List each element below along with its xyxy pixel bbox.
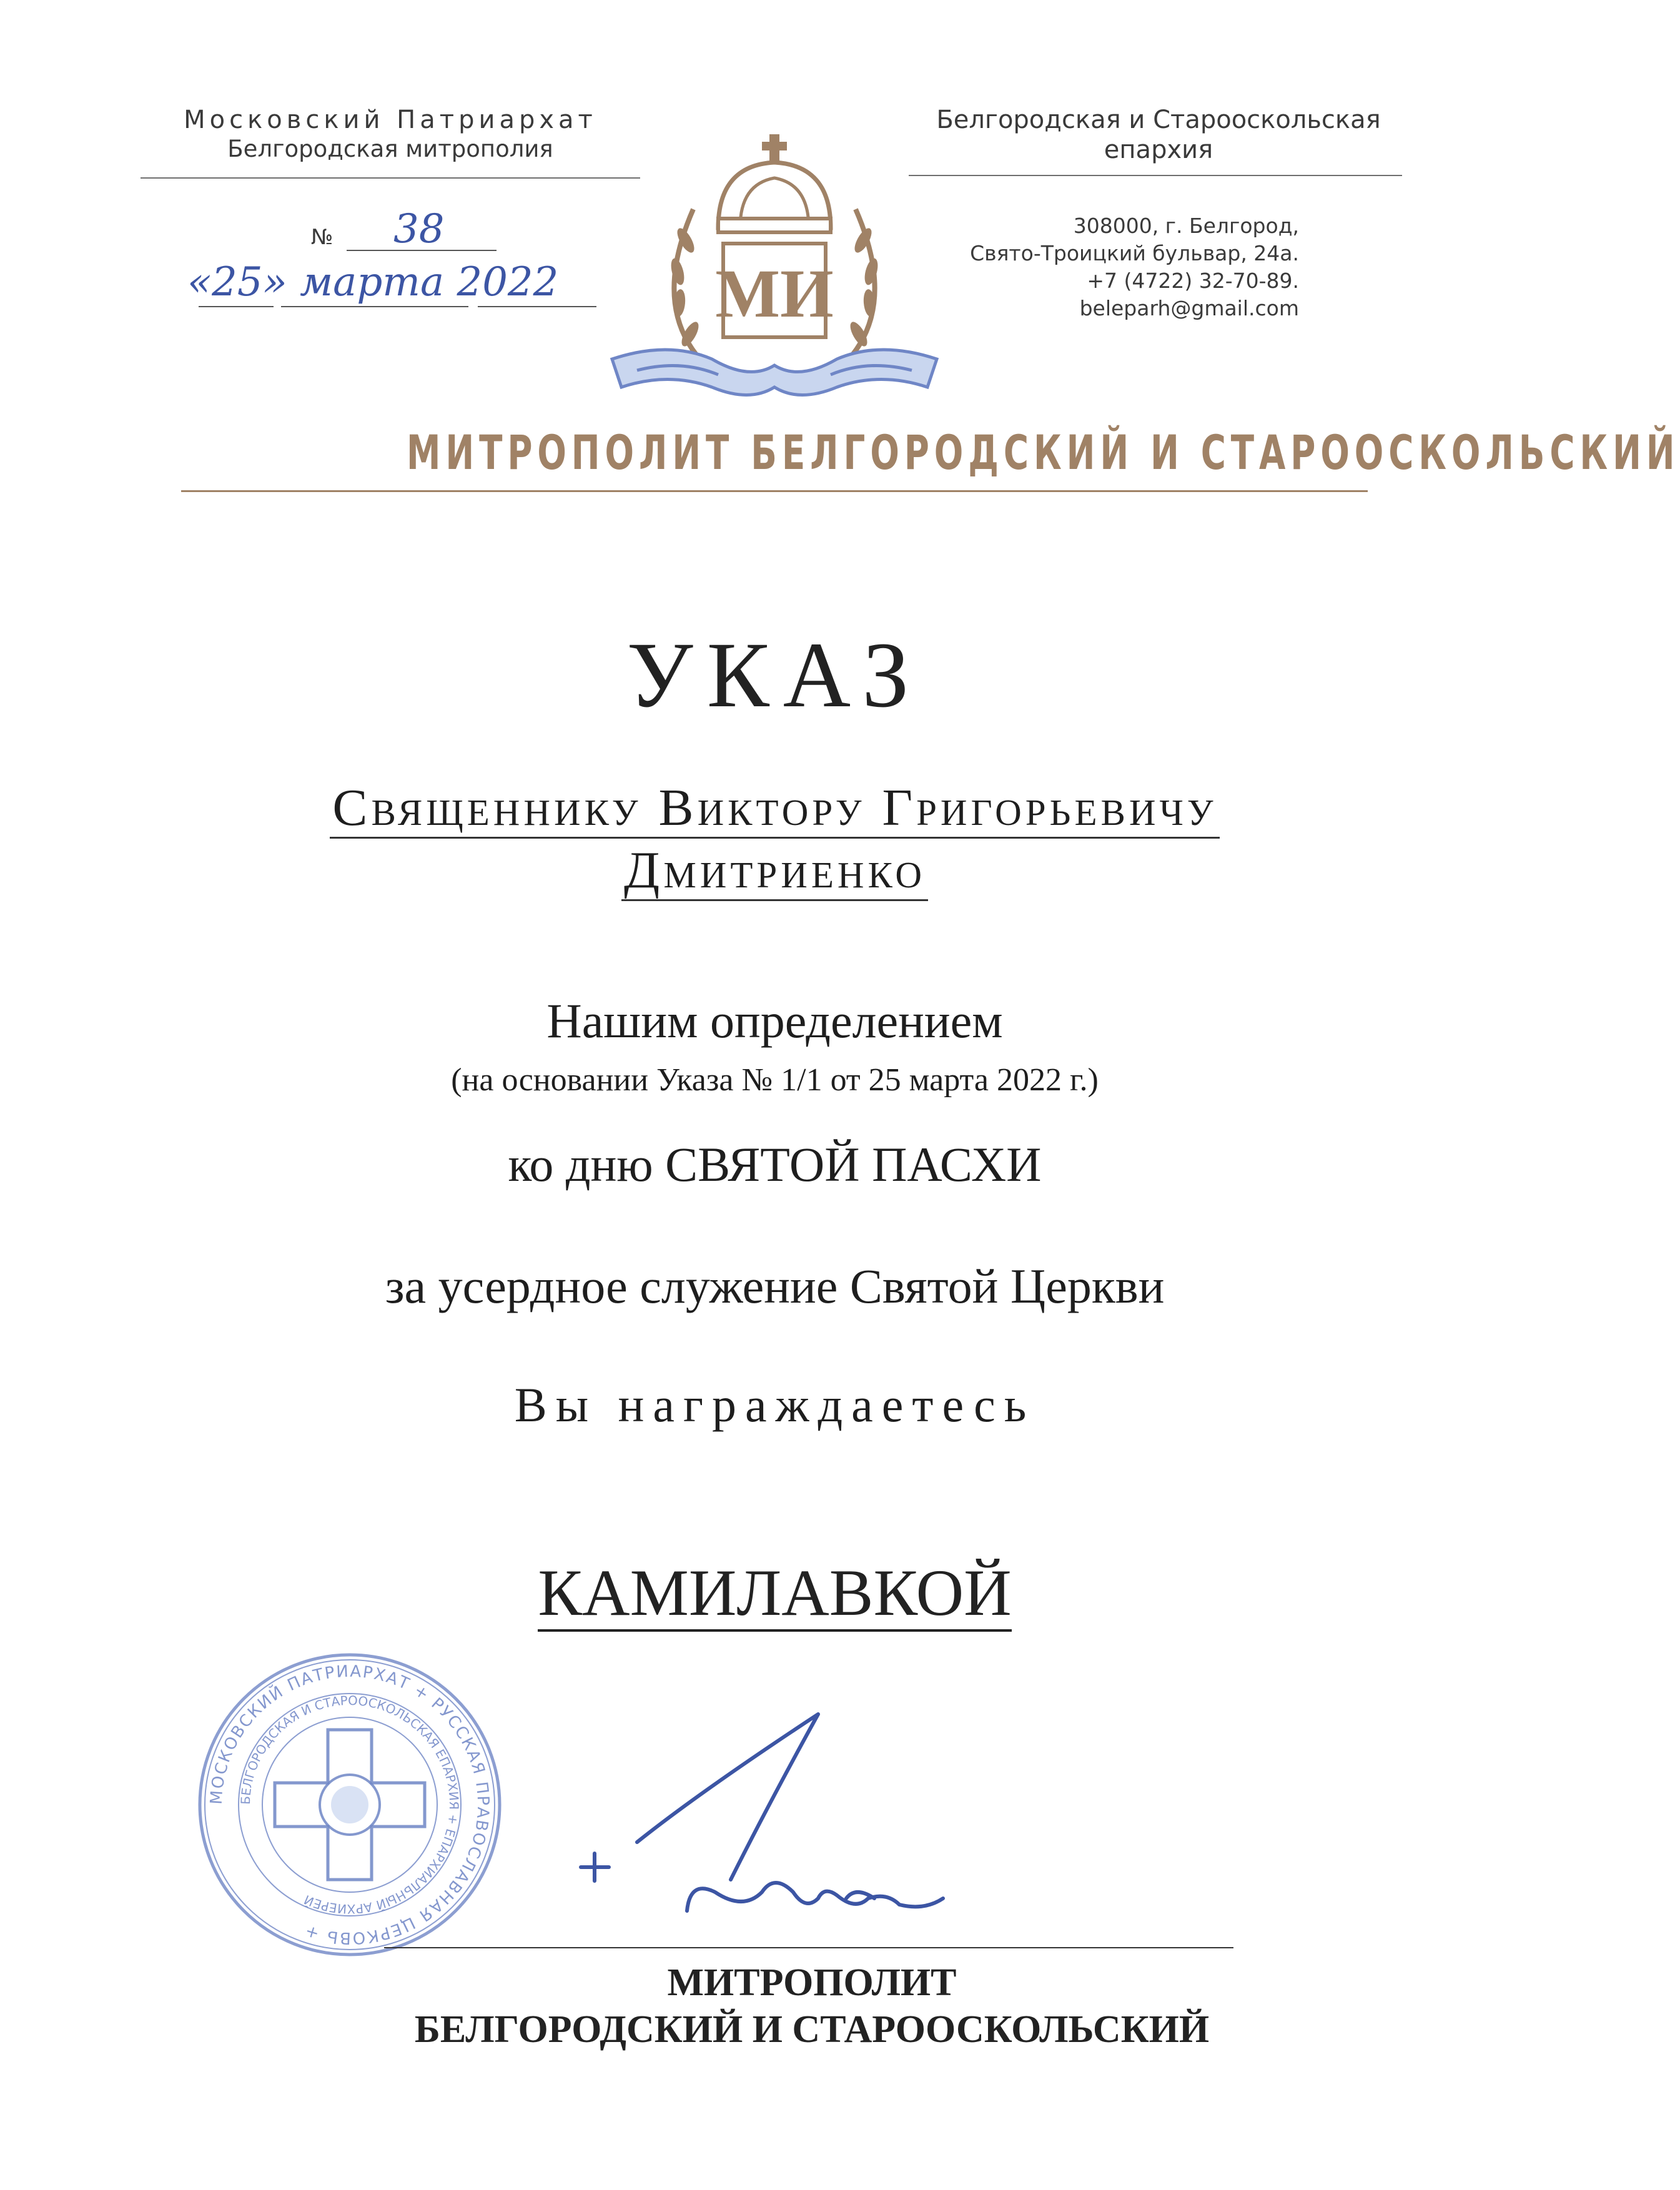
handwritten-number: 38 bbox=[393, 206, 445, 252]
awarded-text: Вы награждаетесь bbox=[514, 1378, 1035, 1432]
addressee-surname: Дмитриенко bbox=[621, 841, 928, 901]
header-left-rule bbox=[141, 177, 640, 179]
signature-rule bbox=[384, 1947, 1233, 1948]
metropolitan-banner-title: МИТРОПОЛИТ БЕЛГОРОДСКИЙ И СТАРООСКОЛЬСКИЙ bbox=[407, 425, 1680, 480]
basis-text: (на основании Указа № 1/1 от 25 марта 2022 г.) bbox=[451, 1062, 1099, 1098]
addressee-line2 bbox=[0, 840, 1549, 900]
metropolitan-emblem bbox=[612, 134, 937, 415]
diocese-seal bbox=[194, 1649, 506, 1961]
date-underline-year bbox=[478, 306, 596, 307]
email-line: beleparh@gmail.com bbox=[1079, 296, 1299, 320]
award-name: КАМИЛАВКОЙ bbox=[538, 1556, 1011, 1632]
address-block bbox=[924, 212, 1299, 322]
header-right-block bbox=[899, 105, 1418, 165]
reason-text: за усердное служение Святой Церкви bbox=[385, 1259, 1165, 1313]
header-right-rule bbox=[909, 175, 1402, 176]
signatory-title-line2: БЕЛГОРОДСКИЙ И СТАРООСКОЛЬСКИЙ bbox=[414, 2008, 1210, 2051]
date-underline-day bbox=[199, 306, 274, 307]
occasion-text: ко дню СВЯТОЙ ПАСХИ bbox=[508, 1137, 1042, 1191]
seal-outer-text: МОСКОВСКИЙ ПАТРИАРХАТ + РУССКАЯ ПРАВОСЛАВНАЯ ЦЕРКОВЬ + bbox=[207, 1662, 493, 1948]
determination-text: Нашим определением bbox=[546, 994, 1003, 1048]
number-label: № bbox=[311, 225, 334, 250]
diocese-label-line2: епархия bbox=[1104, 136, 1213, 164]
patriarchate-label: Московский Патриархат bbox=[184, 106, 597, 134]
signatory-title-line1: МИТРОПОЛИТ bbox=[667, 1961, 957, 2004]
handwritten-signature bbox=[562, 1711, 1012, 1948]
decree-title: УКАЗ bbox=[626, 623, 923, 727]
diocese-label-line1: Белгородская и Старооскольская bbox=[936, 106, 1381, 134]
header-main-rule bbox=[181, 490, 1368, 492]
addressee-name: Священнику Виктору Григорьевичу bbox=[330, 779, 1219, 839]
addressee-line1 bbox=[0, 777, 1549, 838]
address-line: 308000, г. Белгород, bbox=[1073, 214, 1299, 238]
emblem-monogram: МИ bbox=[715, 255, 834, 332]
date-underline-month bbox=[281, 306, 468, 307]
address-line: Свято-Троицкий бульвар, 24а. bbox=[970, 241, 1299, 265]
award-title bbox=[0, 1555, 1549, 1631]
handwritten-date: «25» марта 2022 bbox=[187, 259, 559, 305]
seal-inner-text: БЕЛГОРОДСКАЯ И СТАРООСКОЛЬСКАЯ ЕПАРХИЯ + ЕПАРХИАЛЬНЫЙ АРХИЕРЕЙ bbox=[237, 1692, 462, 1917]
phone-line: +7 (4722) 32-70-89. bbox=[1087, 269, 1299, 293]
header-left-block bbox=[134, 105, 646, 164]
metropolis-label: Белгородская митрополия bbox=[227, 136, 553, 162]
